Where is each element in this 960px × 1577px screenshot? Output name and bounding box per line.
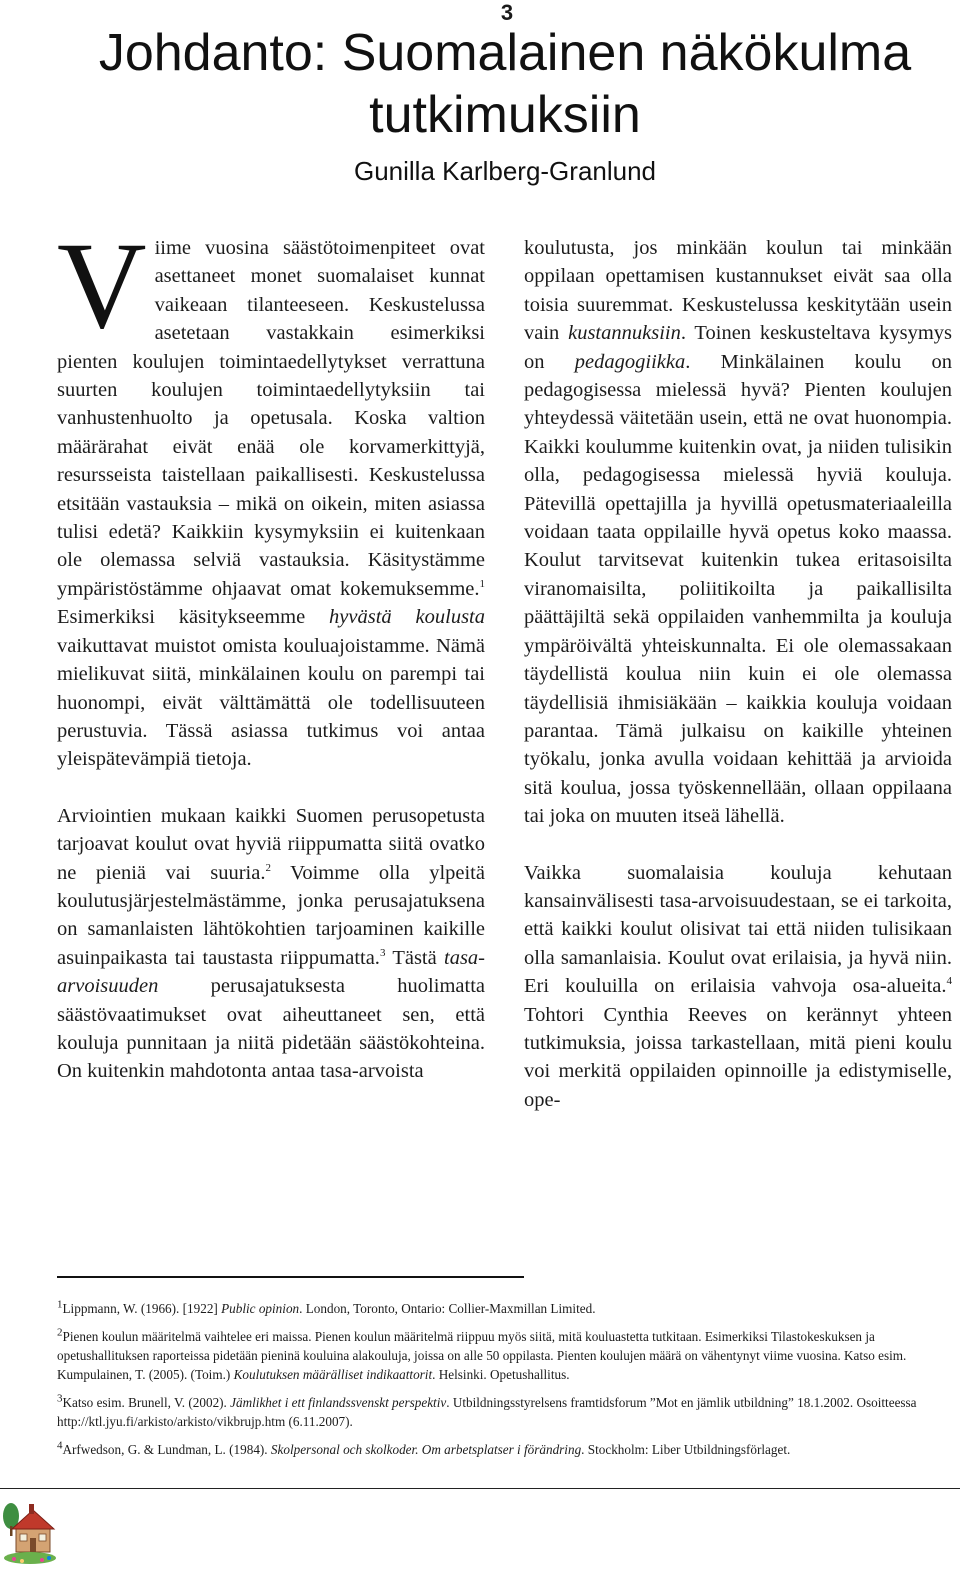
right-column: [524, 234, 952, 1114]
page-number: 3: [500, 0, 514, 25]
footnote-ref[interactable]: 1: [479, 578, 485, 591]
footnote-2: $^2$Pienen koulun määritelmä vaihtelee eri maissa. Pienen koulun määritelmä riippuu myös siitä, mitä kouluastetta tutkitaan. Esimerkiksi Tilastokeskuksen ja opetushallituksen raporteissa pidetään pieninä kouluina alakouluja, joissa on alle 50 oppilasta. Pienten koulujen määrä on vähentynyt viime vuosina. Katso esim. Kumpulainen, T. (2005). (Toim.) Koulutuksen määrälliset indikaattorit. Helsinki. Opetushallitus.: [57, 1326, 907, 1382]
author-name: Gunilla Karlberg-Granlund: [353, 156, 657, 186]
page-title: Johdanto: Suomalainen näkökulma tutkimuksiin: [98, 24, 912, 144]
left-column: [57, 217, 485, 1086]
footnote-3: $^3$Katso esim. Brunell, V. (2002). Jämlikhet i ett finlandssvenskt perspektiv. Utbildningsstyrelsens framtidsforum ”Mot en jämlik utbildning” 18.1.2002. Osoitteessa http://ktl.jyu.fi/arkisto/arkisto/vikbrujp.htm (6.11.2007).: [57, 1392, 917, 1429]
emphasis: hyvästä koulusta: [329, 606, 485, 629]
footnotes: [57, 1299, 937, 1468]
emphasis: pedagogiikka: [574, 350, 686, 373]
paragraph-differences: Vaikka suomalaisia kouluja kehutaan kansainvälisesti tasa-arvoisuudestaan, se ei tarkoita, että kaikki koulut olisivat tai että niiden tulisikaan olla samanlaisia. Koulut ovat erilaisia, ja hyvä niin. Eri kouluilla on erilaisia vahvoja osa-alueita.$^4$ Tohtori Cynthia Reeves on kerännyt yhteen tutkimuksia, joissa tarkastellaan, mitä pieni koulu voi merkitä oppilaiden opinnoille ja edistymiselle, ope-: [524, 861, 952, 1111]
footnote-4: $^4$Arfwedson, G. & Lundman, L. (1984). Skolpersonal och skolkoder. Om arbetsplatser i förändring. Stockholm: Liber Utbildningsförlaget.: [57, 1439, 791, 1457]
drop-cap: V: [57, 217, 147, 354]
footnote-divider: [57, 1276, 524, 1278]
footnote-ref[interactable]: 2: [265, 861, 271, 874]
footnote-ref[interactable]: 4: [946, 975, 952, 988]
schoolhouse-icon: [2, 1496, 58, 1568]
emphasis: kustannuksiin: [568, 322, 681, 345]
footnote-1: $^1$Lippmann, W. (1966). [1922] Public opinion. London, Toronto, Ontario: Collier-Maxmillan Limited.: [57, 1298, 596, 1316]
emphasis: tasa-arvoisuuden: [57, 946, 485, 998]
footnote-ref[interactable]: 3: [379, 946, 386, 959]
paragraph-costs: koulutusta, jos minkään koulun tai minkään oppilaan opettamisen kustannukset eivät saa olla toisia suuremmat. Keskustelussa keskitytään usein vain kustannuksiin. Toinen keskusteltava kysymys on pedagogiikka. Minkälainen koulu on pedagogisessa mielessä hyvä? Pienten koulujen yhteydessä väitetään usein, että ne ovat huonompia. Kaikki koulumme kuitenkin ovat, ja niiden tulisikin olla, pedagogisessa mielessä hyviä kouluja. Pätevillä opettajilla ja hyvillä opetusmateriaaleilla voidaan taata oppilaille hyvä opetus koko maassa. Koulut tarvitsevat kuitenkin tukea eritasoisilta viranomaisilta, poliitikoilta ja paikallisilta päättäjiltä sekä oppilaiden vanhemmilta ja kouluja ympäröivältä yhteiskunnalta. Ei ole olemassakaan täydellistä koulua niin kuin ei ole olemassa täydellisiä ihmisiäkään – kaikkia kouluja voidaan parantaa. Tämä julkaisu on kaikille yhteinen työkalu, jonka avulla voidaan kehittää ja arvioida sitä koulua, jossa työskennellään, ollaan oppilaana tai joka on muuten itseä lähellä.: [524, 237, 953, 828]
page-bottom-divider: [0, 1488, 960, 1489]
paragraph-evaluations: Arviointien mukaan kaikki Suomen perusopetusta tarjoavat koulut ovat hyviä riippumatta siitä ovatko ne pieniä vai suuria.$^2$ Voimme olla ylpeitä koulutusjärjestelmästämme, jonka perusajatuksena on samanlaisten lähtökohtien tarjoaminen kaikille asuinpaikasta tai taustasta riippumatta.$^3$ Tästä tasa-arvoisuuden perusajatuksesta huolimatta säästövaatimukset ovat aiheuttaneet sen, että kouluja punnitaan ja niitä pidetään säästökohteina. On kuitenkin mahdotonta antaa tasa-arvoista: [57, 804, 485, 1083]
paragraph-intro: Viime vuosina säästötoimenpiteet ovat asettaneet monet suomalaiset kunnat vaikeaan tilanteeseen. Keskustelussa asetetaan vastakkain esimerkiksi pienten koulujen toimintaedellytykset verrattuna suurten koulujen toimintaedellytyksiin tai vanhustenhuolto ja opetusala. Koska valtion määrärahat eivät enää ole korvamerkittyjä, resursseista taistellaan paikallisesti. Keskustelussa etsitään vastauksia – mikä on oikein, miten asiassa tulisi edetä? Kaikkiin kysymyksiin ei kuitenkaan ole olemassa selviä vastauksia. Käsitystämme ympäristöstämme ohjaavat omat kokemuksemme.$^1$ Esimerkiksi käsitykseemme hyvästä koulusta vaikuttavat muistot omista kouluajoistamme. Nämä mielikuvat siitä, minkälainen koulu on parempi tai huonompi, eivät välttämättä ole todellisuuteen perustuvia. Tässä asiassa tutkimus voi antaa yleispätevämpiä tietoja.: [57, 217, 485, 771]
